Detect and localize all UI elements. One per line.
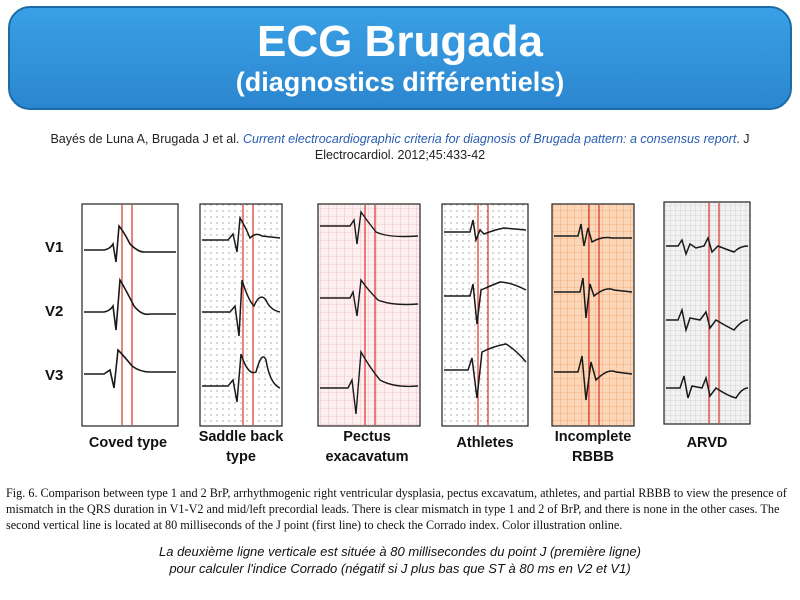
panel-saddle-back-type — [200, 204, 282, 426]
label-incomplete-rbbb-2: RBBB — [572, 449, 614, 465]
citation-journal: . J Electrocardiol. 2012;45:433-42 — [314, 132, 750, 162]
label-saddle-back-1: Saddle back — [198, 429, 284, 445]
ecg-comparison-figure — [0, 190, 800, 475]
label-saddle-back-2: type — [226, 449, 256, 465]
lead-label-v3: V3 — [45, 367, 64, 384]
panel-incomplete-rbbb — [552, 204, 634, 426]
citation — [40, 131, 760, 163]
panel-athletes — [442, 204, 528, 426]
lead-label-v2: V2 — [45, 303, 64, 320]
label-coved-type: Coved type — [88, 435, 168, 451]
slide-title: ECG Brugada — [256, 17, 544, 66]
lead-label-v1: V1 — [45, 239, 64, 256]
citation-authors: Bayés de Luna A, Brugada J et al. — [50, 132, 240, 146]
citation-title-link[interactable]: Current electrocardiographic criteria for diagnosis of Brugada pattern: a consensus report — [242, 132, 737, 146]
label-pectus-2: exacavatum — [325, 449, 409, 465]
figure-caption: Fig. 6. Comparison between type 1 and 2 BrP, arrhythmogenic right ventricular dysplasia, pectus excavatum, athletes, and partial RBBB to view the presence of mismatch in the QRS duration in V1-V2 and mid/left precordial leads. There is clear mismatch in type 1 and 2 of BrP, and there is none in the other cases. The second vertical line is located at 80 milliseconds of the J point (first line) to check the Corrado index. Color illustration online. — [6, 486, 787, 532]
title-banner — [8, 6, 792, 110]
label-incomplete-rbbb-1: Incomplete — [554, 429, 632, 445]
panel-arvd — [664, 202, 750, 424]
label-arvd: ARVD — [686, 435, 728, 451]
slide-subtitle: (diagnostics différentiels) — [235, 67, 565, 97]
note-line-2: pour calculer l'indice Corrado (négatif si J plus bas que ST à 80 ms en V2 et V1) — [169, 561, 631, 576]
label-athletes: Athletes — [456, 435, 514, 451]
note-line-1: La deuxième ligne verticale est située à 80 millisecondes du point J (première ligne) — [159, 544, 641, 559]
panel-coved-type — [82, 204, 178, 426]
panel-pectus-exacavatum — [318, 204, 420, 426]
label-pectus-1: Pectus — [343, 429, 391, 445]
french-note — [0, 543, 800, 577]
